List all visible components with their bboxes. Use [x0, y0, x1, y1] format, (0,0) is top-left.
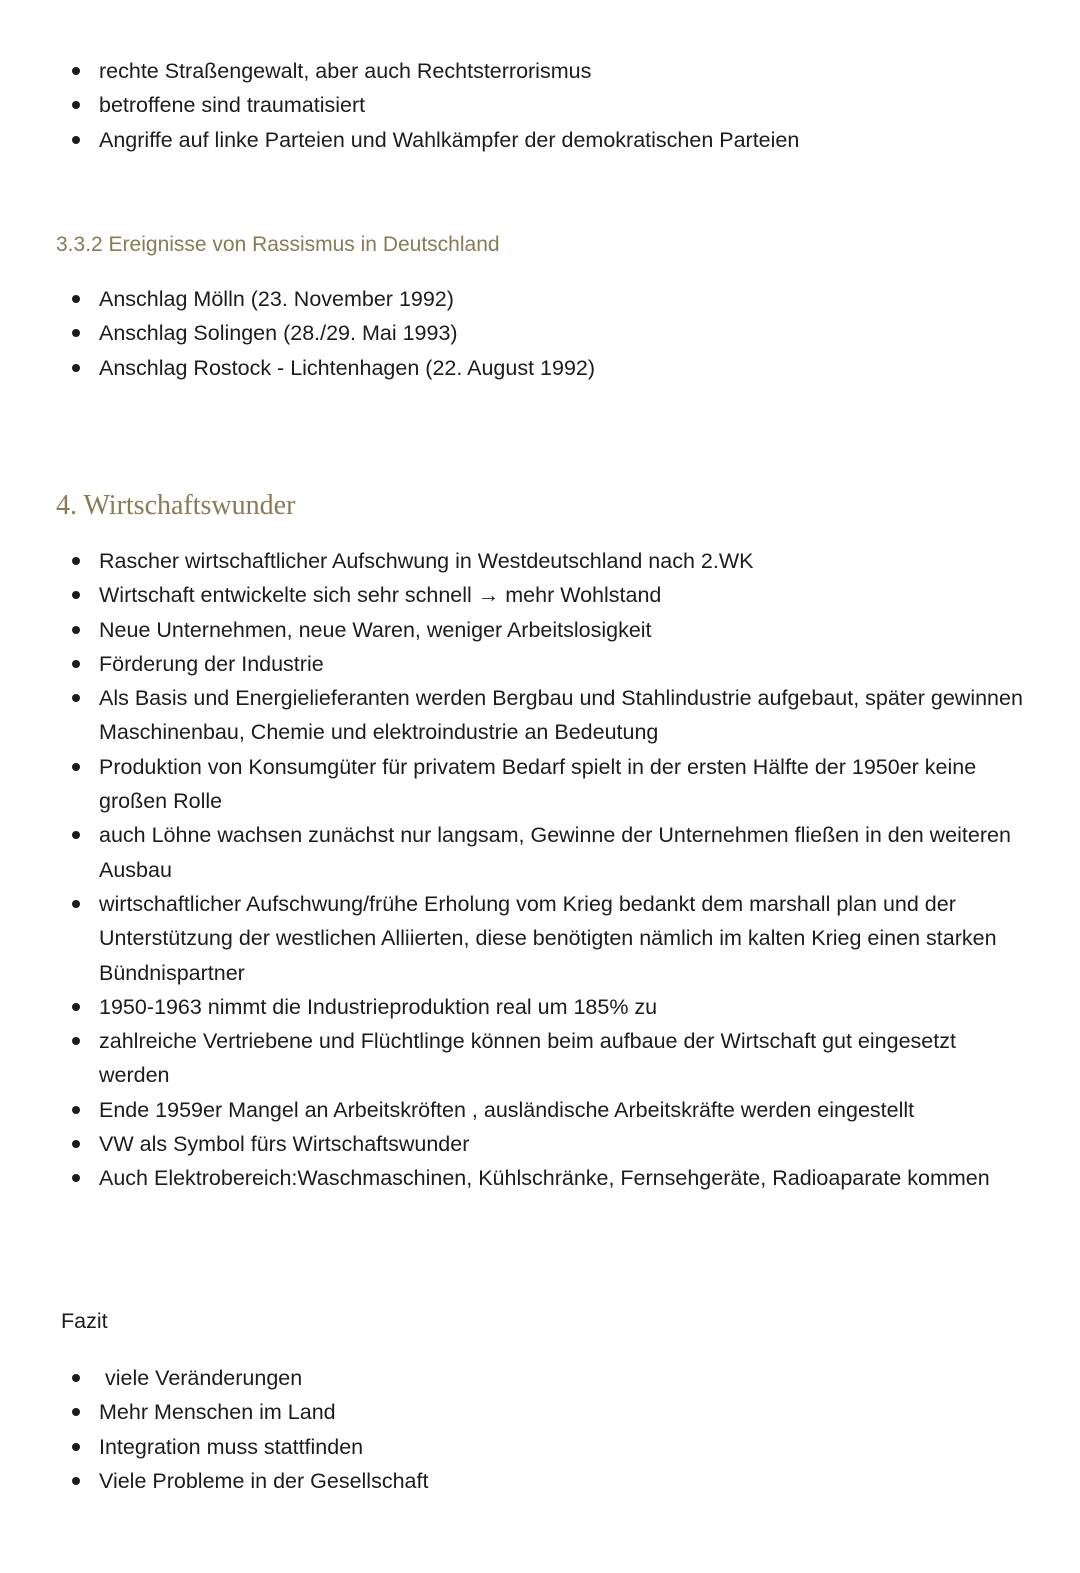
top-bullet-list [70, 54, 1030, 157]
list-item: Förderung der Industrie [70, 647, 1030, 681]
list-item: Als Basis und Energielieferanten werden Bergbau und Stahlindustrie aufgebaut, später gewinnen Maschinenbau, Chemie und elektroindustrie an Bedeutung [70, 681, 1030, 750]
list-item: Anschlag Solingen (28./29. Mai 1993) [70, 316, 1030, 350]
list-item: Neue Unternehmen, neue Waren, weniger Arbeitslosigkeit [70, 613, 1030, 647]
list-item: Produktion von Konsumgüter für privatem Bedarf spielt in der ersten Hälfte der 1950er keine großen Rolle [70, 750, 1030, 819]
list-item: 1950-1963 nimmt die Industrieproduktion real um 185% zu [70, 990, 1030, 1024]
list-item: Auch Elektrobereich:Waschmaschinen, Kühlschränke, Fernsehgeräte, Radioaparate kommen [70, 1161, 1030, 1195]
list-item: Anschlag Rostock - Lichtenhagen (22. August 1992) [70, 351, 1030, 385]
list-item: Viele Probleme in der Gesellschaft [70, 1464, 1030, 1498]
list-item: Anschlag Mölln (23. November 1992) [70, 282, 1030, 316]
list-item: Angriffe auf linke Parteien und Wahlkämpfer der demokratischen Parteien [70, 123, 1030, 157]
list-item: auch Löhne wachsen zunächst nur langsam, Gewinne der Unternehmen fließen in den weiteren Ausbau [70, 818, 1030, 887]
list-item: Wirtschaft entwickelte sich sehr schnell → mehr Wohlstand [70, 578, 1030, 612]
list-item: zahlreiche Vertriebene und Flüchtlinge können beim aufbaue der Wirtschaft gut eingesetzt werden [70, 1024, 1030, 1093]
list-item: Ende 1959er Mangel an Arbeitskröften , ausländische Arbeitskräfte werden eingestellt [70, 1093, 1030, 1127]
list-item: Mehr Menschen im Land [70, 1395, 1030, 1429]
list-item: Integration muss stattfinden [70, 1430, 1030, 1464]
section-3-3-2-heading: 3.3.2 Ereignisse von Rassismus in Deutschland [56, 233, 500, 256]
fazit-list [70, 1361, 1030, 1498]
section-4-list [70, 544, 1030, 1196]
list-item: Rascher wirtschaftlicher Aufschwung in Westdeutschland nach 2.WK [70, 544, 1030, 578]
list-item: VW als Symbol fürs Wirtschaftswunder [70, 1127, 1030, 1161]
list-item: rechte Straßengewalt, aber auch Rechtsterrorismus [70, 54, 1030, 88]
list-item: viele Veränderungen [70, 1361, 1030, 1395]
section-4-heading: 4. Wirtschaftswunder [56, 490, 296, 521]
section-3-3-2-list [70, 282, 1030, 385]
list-item: betroffene sind traumatisiert [70, 88, 1030, 122]
list-item: wirtschaftlicher Aufschwung/frühe Erholung vom Krieg bedankt dem marshall plan und der Unterstützung der westlichen Alliierten, diese benötigten nämlich im kalten Krieg einen starken Bündnispartner [70, 887, 1030, 990]
fazit-heading: Fazit [61, 1309, 108, 1333]
